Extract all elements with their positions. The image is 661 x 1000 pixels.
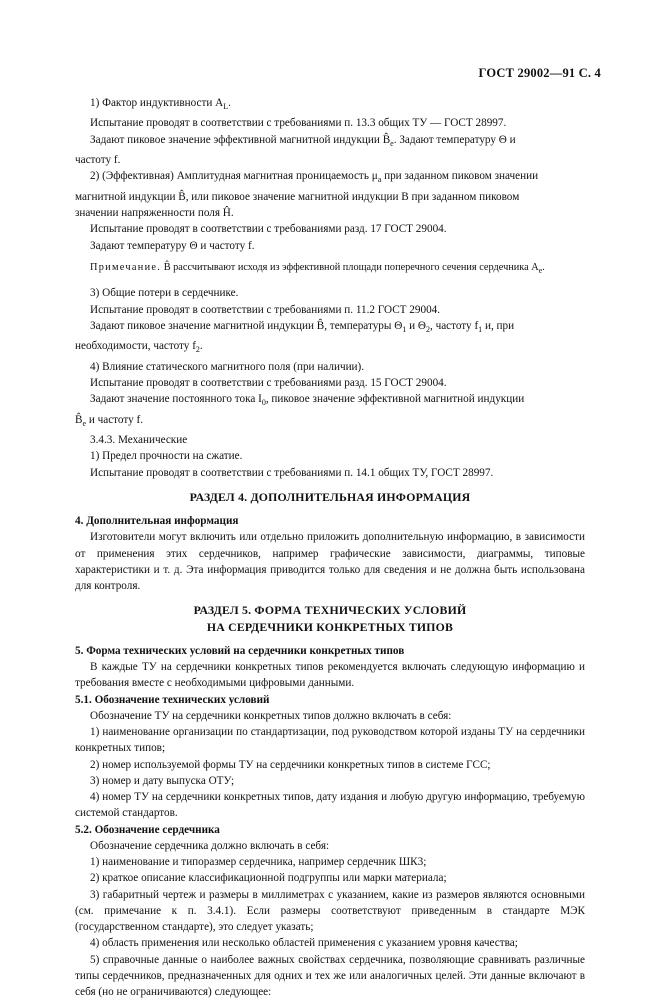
paragraph: Испытание проводят в соответствии с требованиями п. 11.2 ГОСТ 29004. — [90, 303, 441, 316]
list-item: 3) габаритный чертеж и размеры в миллиметрах с указанием, какие из размеров являются основными (см. примечание к п. 3.4.1). Если размеры соответствуют приведенным в стандарте МЭК (государственном стандарте), это следует указать; — [75, 888, 585, 934]
section-5-title-line-1: РАЗДЕЛ 5. ФОРМА ТЕХНИЧЕСКИХ УСЛОВИЙ — [193, 603, 467, 618]
list-item: 2) краткое описание классификационной подгруппы или марки материала; — [90, 872, 447, 885]
paragraph: 1) Предел прочности на сжатие. — [90, 450, 243, 463]
paragraph: 3) Общие потери в сердечнике. — [90, 287, 239, 300]
paragraph: Испытание проводят в соответствии с требованиями п. 14.1 общих ТУ, ГОСТ 28997. — [90, 466, 494, 479]
paragraph: значении напряженности поля Ĥ. — [75, 207, 234, 220]
paragraph: Изготовители могут включить или отдельно приложить дополнительную информацию, в зависимости от применения этих сердечников, например графические зависимости, диаграммы, типовые характеристики и т. д. Эта информация приводится только для сведения и не должна быть использована для контроля. — [75, 531, 585, 593]
paragraph: 1) Фактор индуктивности $A_L$. — [90, 97, 231, 112]
section-4-title: РАЗДЕЛ 4. ДОПОЛНИТЕЛЬНАЯ ИНФОРМАЦИЯ — [189, 489, 471, 504]
section-4-heading: 4. Дополнительная информация — [75, 515, 239, 528]
paragraph: Испытание проводят в соответствии с требованиями разд. 15 ГОСТ 29004. — [90, 376, 447, 389]
section-5-title-line-2: НА СЕРДЕЧНИКИ КОНКРЕТНЫХ ТИПОВ — [206, 619, 454, 634]
list-item: 3) номер и дату выпуска ОТУ; — [90, 774, 235, 787]
paragraph: необходимости, частоту $f_2$. — [75, 340, 203, 355]
paragraph: 4) Влияние статического магнитного поля (при наличии). — [90, 360, 365, 373]
paragraph: 2) (Эффективная) Амплитудная магнитная проницаемость $\mu_a$ при заданном пиковом значении — [90, 170, 539, 185]
section-5-2-heading: 5.2. Обозначение сердечника — [75, 823, 220, 836]
list-item: 1) наименование организации по стандартизации, под руководством которой изданы ТУ на сердечники конкретных типов; — [75, 726, 585, 755]
note: Примечание. B̂ рассчитывают исходя из эффективной площади поперечного сечения сердечника $A_e$. — [90, 261, 545, 275]
list-item: 5) справочные данные о наиболее важных свойствах сердечника, позволяющие сравнивать различные типы сердечников, предназначенных для одних и тех же или аналогичных целей. Эти данные включают в себя (но не ограничиваются) следующее: — [75, 953, 585, 999]
paragraph: магнитной индукции B̂, или пиковое значение магнитной индукции B при заданном пиковом — [75, 190, 520, 203]
paragraph: Испытание проводят в соответствии с требованиями п. 13.3 общих ТУ — ГОСТ 28997. — [90, 117, 507, 130]
paragraph: частоту f. — [75, 154, 121, 167]
list-item: 1) наименование и типоразмер сердечника, например сердечник ШК3; — [90, 856, 427, 869]
paragraph: Обозначение ТУ на сердечники конкретных типов должно включать в себя: — [90, 709, 452, 722]
note-label: Примечание. — [90, 261, 162, 273]
page-content — [75, 95, 585, 1000]
paragraph: 3.4.3. Механические — [90, 434, 188, 447]
page-header: ГОСТ 29002—91 С. 4 — [478, 66, 601, 80]
paragraph: Задают температуру Θ и частоту f. — [90, 239, 255, 252]
paragraph: Обозначение сердечника должно включать в себя: — [90, 839, 330, 852]
list-item: 2) номер используемой формы ТУ на сердечники конкретных типов в системе ГСС; — [90, 758, 491, 771]
paragraph: Задают пиковое значение магнитной индукции B̂, температуры $\Theta_1$ и $\Theta_2$, частоту $f_1$ и, при — [90, 319, 515, 334]
list-item: 4) область применения или несколько областей применения с указанием уровня качества; — [90, 937, 518, 950]
section-5-1-heading: 5.1. Обозначение технических условий — [75, 693, 270, 706]
paragraph: $B̂_e$ и частоту f. — [75, 413, 144, 428]
paragraph: В каждые ТУ на сердечники конкретных типов рекомендуется включать следующую информацию и требования вместе с необходимыми цифровыми данными. — [75, 661, 585, 690]
list-item: 4) номер ТУ на сердечники конкретных типов, дату издания и любую другую информацию, требуемую системой стандартов. — [75, 791, 585, 820]
paragraph: Испытание проводят в соответствии с требованиями разд. 17 ГОСТ 29004. — [90, 223, 447, 236]
paragraph: Задают пиковое значение эффективной магнитной индукции $B̂_e$. Задают температуру Θ и — [90, 133, 516, 148]
paragraph: Задают значение постоянного тока $I_0$, пиковое значение эффективной магнитной индукции — [90, 393, 525, 408]
section-5-heading: 5. Форма технических условий на сердечники конкретных типов — [75, 644, 405, 657]
